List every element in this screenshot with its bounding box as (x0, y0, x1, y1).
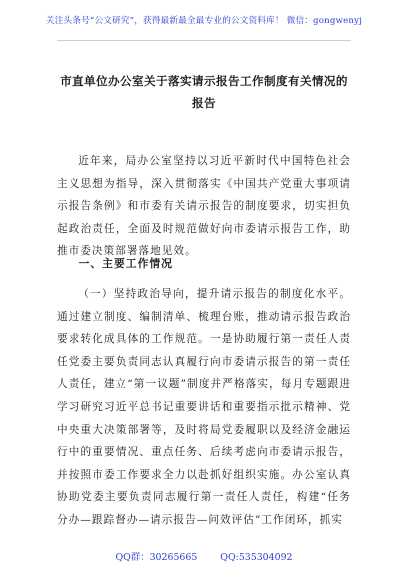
intro-paragraph: 近年来，局办公室坚持以习近平新时代中国特色社会主义思想为指导，深入贯彻落实《中国共产党重大事项请示报告条例》和市委有关请示报告的制度要求，切实担负起政治责任，全面及时规范做好向市委请示报告工作，助推市委决策部署落地见效。 (57, 155, 351, 258)
section-heading-main-work: 一、主要工作情况 (78, 257, 173, 270)
footer-contact (0, 549, 408, 563)
header-divider (57, 40, 351, 41)
footer-qq-group: QQ群：30265665 (115, 552, 198, 563)
document-title: 市直单位办公室关于落实请示报告工作制度有关情况的报告 (60, 74, 348, 110)
promo-header-banner: 关注头条号“公文研究”，获得最新最全最专业的公文资料库！ 微信：gongwenyj (45, 16, 363, 26)
footer-qq-number: QQ:535304092 (220, 552, 293, 563)
section-paragraph: （一）坚持政治导向，提升请示报告的制度化水平。通过建立制度、编制清单、梳理台账，推动请示报告政治要求转化成具体的工作规范。一是协助履行第一责任人责任党委主要负责同志认真履行向市委请示报告的第一责任人责任，建立“第一议题”制度并严格落实，每月专题跟进学习研究习近平总书记重要讲话和重要指示批示精神、党中央重大决策部署等，及时将局党委履职以及经济金融运行中的重要情况、重点任务、后续考虑向市委请示报告，并按照市委工作要求全力以赴抓好组织实施。办公室认真协助党委主要负责同志履行第一责任人责任，构建“任务分办—跟踪督办—请示报告—问效评估”工作闭环，抓实 (57, 288, 351, 526)
